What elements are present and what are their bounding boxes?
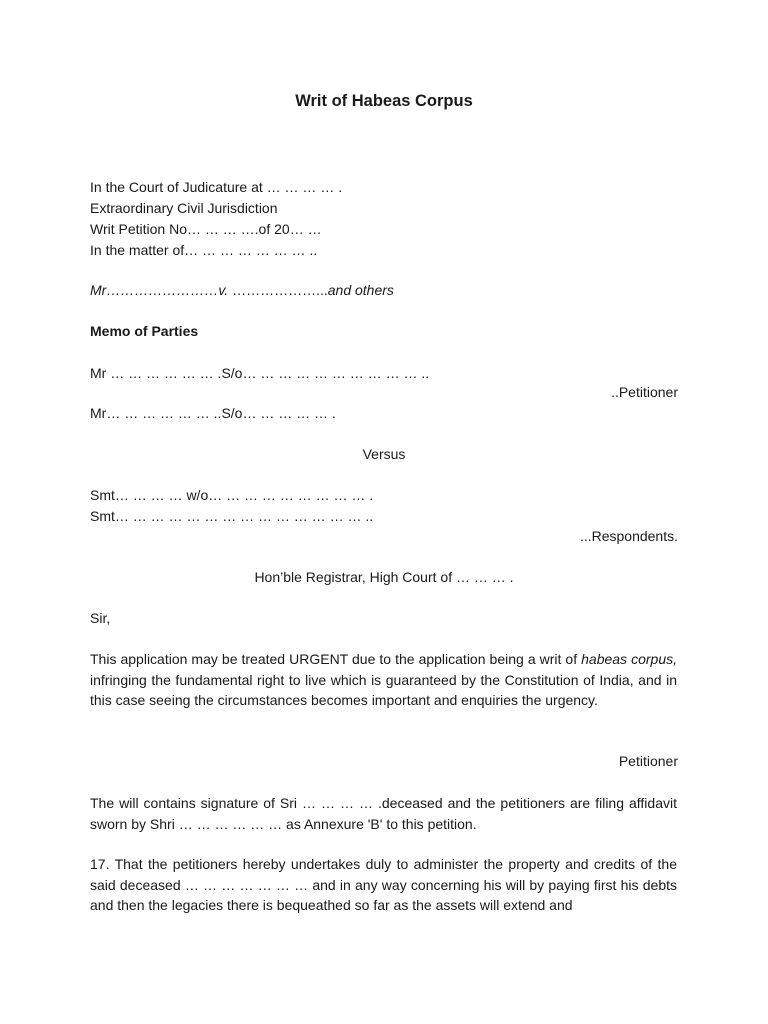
case-petitioner: Mr…………………… (90, 282, 219, 298)
case-versus: v. (218, 282, 229, 298)
petitioner-label: ..Petitioner (611, 384, 678, 400)
jurisdiction-line: Extraordinary Civil Jurisdiction (90, 200, 278, 216)
case-respondent: ………………... (228, 282, 328, 298)
memo-heading: Memo of Parties (90, 323, 199, 339)
document-title: Writ of Habeas Corpus (295, 92, 473, 110)
versus-label: Versus (362, 446, 406, 462)
petitioner-line-2: Mr… … … … … … ..S/o… … … … … . (90, 405, 336, 421)
urgent-italic: habeas corpus, (581, 651, 677, 667)
petitioner-signature: Petitioner (618, 753, 678, 769)
court-line: In the Court of Judicature at … … … … . (90, 179, 343, 195)
case-title-line (90, 280, 394, 300)
respondent-line-2: Smt… … … … … … … … … … … … … … .. (90, 508, 374, 524)
petition-number-line: Writ Petition No… … … ….of 20… … (90, 221, 322, 237)
registrar-line: Hon’ble Registrar, High Court of … … … . (254, 569, 514, 585)
petitioner-line-1: Mr … … … … … … .S/o… … … … … … … … … … .. (90, 365, 430, 381)
salutation: Sir, (90, 610, 111, 626)
respondents-label: ...Respondents. (579, 528, 678, 544)
will-paragraph: The will contains signature of Sri … … … … .deceased and the petitioners are filing affidavit sworn by Shri … … … … … … as Annexure 'B' to this petition. (90, 795, 677, 832)
matter-line: In the matter of… … … … … … … .. (90, 242, 318, 258)
urgent-text-2: infringing the fundamental right to live which is guaranteed by the Constitution of India, and in this case seeing the circumstances becomes important and enquiries the urgency. (90, 671, 677, 708)
urgent-paragraph (90, 649, 677, 711)
respondent-line-1: Smt… … … … w/o… … … … … … … … … . (90, 487, 374, 503)
urgent-text-1: This application may be treated URGENT due to the application being a writ of (90, 651, 582, 667)
paragraph-17: 17. That the petitioners hereby undertakes duly to administer the property and credits of the said deceased … … … … … … … and in any way concerning his will by paying first his debts and then the legacies there is bequeathed so far as the assets will extend and (90, 856, 677, 913)
case-others: and others (327, 282, 394, 298)
